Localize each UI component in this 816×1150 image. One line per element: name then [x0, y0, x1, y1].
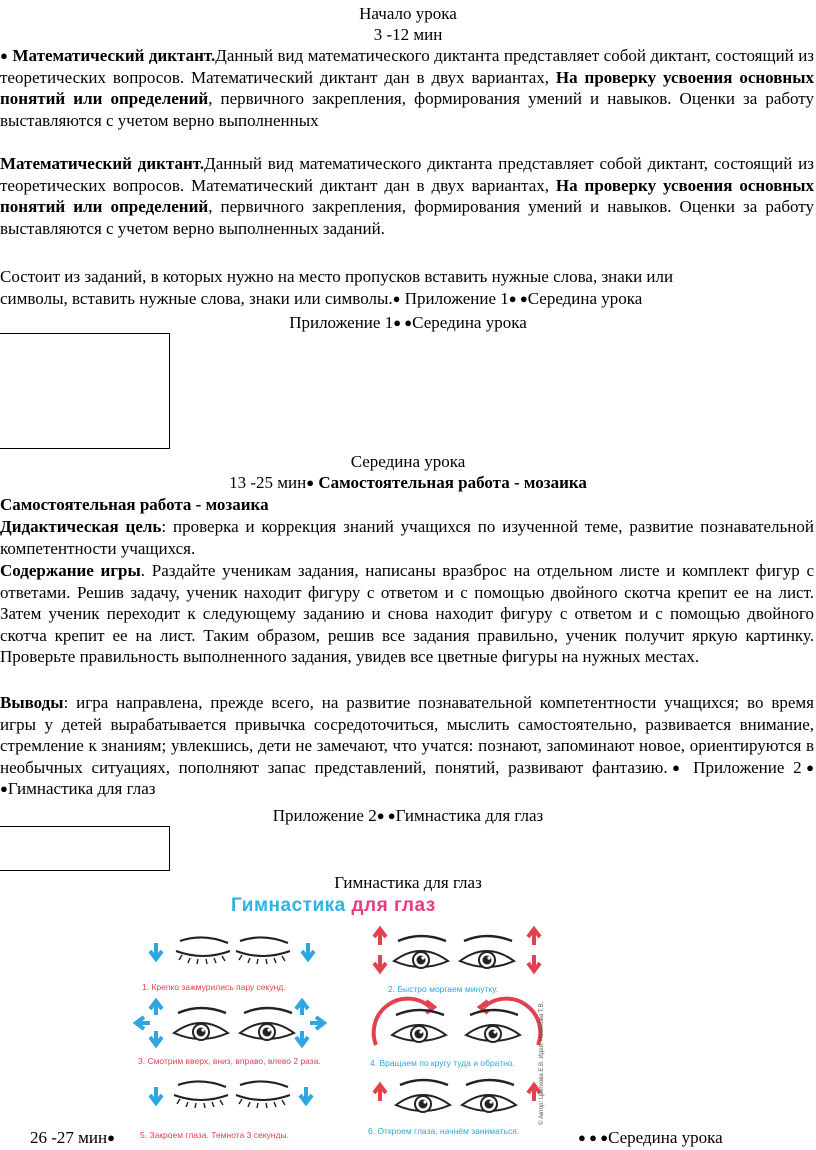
poster-title-b: для глаз	[351, 895, 436, 916]
appendix-1-line	[0, 312, 816, 334]
step-4-caption: 4. Вращаем по кругу туда и обратно.	[370, 1058, 515, 1068]
mosaic-conclusions	[0, 692, 814, 800]
eye-gym-link: Гимнастика для глаз	[7, 779, 156, 798]
step-2-illustration	[374, 929, 540, 971]
content-label: Содержание игры	[0, 561, 141, 580]
appendix-2-label: Приложение 2	[272, 806, 377, 825]
appendix-2-link: Приложение 2	[684, 757, 802, 777]
eye-open-icon	[462, 1080, 516, 1112]
arrow-down-icon	[150, 943, 162, 959]
eye-open-icon	[392, 1010, 446, 1042]
eye-closed-icon	[236, 937, 290, 964]
middle-link: Середина урока	[527, 289, 643, 308]
arrow-down-icon	[150, 1031, 162, 1045]
conclusions-label: Выводы	[0, 693, 64, 712]
eye-open-icon	[240, 1008, 294, 1040]
goal-text: : проверка и коррекция знаний учащихся по изученной теме, развитие познавательной компетентности учащихся.	[0, 517, 814, 558]
step-4-illustration	[374, 999, 541, 1045]
footer-time-line	[30, 1127, 115, 1149]
arrow-up-icon	[528, 929, 540, 945]
arrow-down-icon	[300, 1087, 312, 1103]
arrow-up-icon	[374, 929, 386, 945]
lesson-middle-heading: Середина урока	[350, 452, 466, 471]
dictation-paragraph-2	[0, 153, 814, 239]
eye-open-icon	[466, 1010, 520, 1042]
content-text: . Раздайте ученикам задания, написаны вразброс на отдельном листе и комплект фигур с ответами. Решив задачу, ученик находит фигуру с ответом и с помощью двойного скотча крепит ее на лист. Затем ученик переходит к следующему заданию и снова находит фигуру с ответом и с помощью двойного скотча крепит ее на лист. Таким образом, решив все задания правильно, ученик получит яркую картинку. Проверьте правильность выполненного задания, увидев все цветные фигуры на нужных местах.	[0, 561, 815, 666]
poster-author-text: © Автор: Цветкова Е.В. Идея: Несонова Т.В.	[539, 1001, 545, 1125]
dictation-text-c: , первичного закрепления, формирования умений и навыков. Оценки за работу выставляются с учетом верно выполненных заданий.	[0, 197, 814, 238]
mosaic-content	[0, 560, 814, 668]
step-6-caption: 6. Откроем глаза, начнём заниматься.	[368, 1126, 520, 1136]
arrow-down-icon	[150, 1087, 162, 1103]
appendix-2-line	[0, 805, 816, 827]
step-5-illustration	[150, 1081, 312, 1108]
footer-middle-line	[578, 1127, 723, 1149]
footer-time: 26 -27 мин	[30, 1128, 108, 1147]
lesson-start-time: 3 -12 мин	[373, 25, 443, 44]
dictation-text-a: Данный вид математического диктанта представляет собой диктант, состоящий из теоретических вопросов. Математический диктант дан в двух вариантах,	[0, 46, 815, 87]
conclusions-text: : игра направлена, прежде всего, на развитие познавательной компетентности учащихся; во время игры у детей вырабатывается привычка сосредоточиться, мыслить самостоятельно, развивается внимание, стремление к знаниям; увлекшись, дети не замечают, что учатся: познают, запоминают новое, ориентируются в необычных ситуациях, пополняют запас представлений, понятий, развивают фантазию.	[0, 693, 814, 777]
bullet-icon: ●	[667, 759, 685, 775]
bullet-icon: ● ●	[0, 759, 814, 796]
fill-gaps-text: символы, вставить нужные слова, знаки или символы.	[0, 289, 393, 308]
eye-closed-icon	[176, 937, 230, 964]
dictation-title: Математический диктант.	[0, 154, 205, 173]
step-1-illustration	[150, 937, 314, 964]
eye-gymnastics-poster	[130, 895, 550, 1140]
appendix-2-tail: Гимнастика для глаз	[395, 806, 544, 825]
mosaic-title	[0, 494, 269, 516]
dictation-text-c: , первичного закрепления, формирования умений и навыков. Оценки за работу выставляются с учетом верно выполненных	[0, 89, 814, 130]
dictation-bold: На проверку усвоения основных понятий или определений	[0, 175, 814, 216]
appendix-1-link: Приложение 1	[400, 289, 509, 308]
poster-title-a: Гимнастика	[231, 895, 352, 916]
lesson-middle-time-line	[0, 472, 816, 494]
poster-illustration	[130, 895, 550, 1135]
bullet-icon: ●	[392, 291, 401, 306]
arrow-up-icon	[296, 1001, 308, 1015]
appendix-1-tail: Середина урока	[412, 313, 527, 332]
appendix-2-frame	[0, 826, 170, 871]
arrow-left-icon	[136, 1017, 150, 1029]
poster-author-credit	[532, 965, 544, 1135]
bullet-icon: ●	[306, 475, 315, 490]
lesson-start-heading: Начало урока	[359, 4, 457, 23]
fill-gaps-line-2	[0, 288, 642, 310]
step-5-caption: 5. Закроем глаза. Темнота 3 секунды.	[140, 1130, 289, 1140]
eye-open-icon	[396, 1080, 450, 1112]
eye-open-icon	[460, 936, 514, 968]
mosaic-title-text: Самостоятельная работа - мозаика	[0, 495, 269, 514]
arrow-down-icon	[296, 1031, 308, 1045]
eye-gym-heading: Гимнастика для глаз	[334, 873, 482, 892]
step-2-caption: 2. Быстро моргаем минутку.	[388, 984, 498, 994]
dictation-title: Математический диктант.	[12, 46, 216, 65]
bullet-icon: ● ● ●	[578, 1130, 609, 1145]
eye-closed-icon	[236, 1081, 290, 1108]
step-3-illustration	[136, 1001, 324, 1045]
eye-open-icon	[174, 1008, 228, 1040]
arrow-right-icon	[310, 1017, 324, 1029]
arrow-up-icon	[374, 1085, 386, 1101]
footer-middle: Середина урока	[608, 1128, 723, 1147]
appendix-1-label: Приложение 1	[289, 313, 394, 332]
lesson-middle-time: 13 -25 мин	[229, 473, 307, 492]
mosaic-goal	[0, 516, 814, 559]
arrow-up-icon	[150, 1001, 162, 1015]
appendix-1-frame	[0, 333, 170, 449]
step-1-caption: 1. Крепко зажмурились пару секунд.	[142, 982, 286, 992]
goal-label: Дидактическая цель	[0, 517, 162, 536]
step-3-caption: 3. Смотрим вверх, вниз, вправо, влево 2 раза.	[138, 1056, 321, 1066]
dictation-paragraph-1	[0, 45, 814, 131]
arrow-down-icon	[374, 955, 386, 971]
bullet-icon: ● ●	[393, 315, 413, 330]
bullet-icon: ●	[0, 48, 9, 63]
fill-gaps-line-1: Состоит из заданий, в которых нужно на место пропусков вставить нужные слова, знаки или	[0, 267, 674, 286]
eye-open-icon	[394, 936, 448, 968]
step-6-illustration	[374, 1080, 540, 1112]
dictation-bold: На проверку усвоения основных понятий или определений	[0, 67, 814, 108]
bullet-icon: ●	[107, 1130, 115, 1145]
eye-closed-icon	[174, 1081, 228, 1108]
bullet-icon: ● ●	[508, 291, 528, 306]
dictation-text-a: Данный вид математического диктанта представляет собой диктант, состоящий из теоретических вопросов. Математический диктант дан в двух вариантах,	[0, 154, 814, 195]
bullet-icon: ● ●	[376, 808, 396, 823]
arrow-down-icon	[302, 943, 314, 959]
lesson-middle-title: Самостоятельная работа - мозаика	[314, 473, 587, 492]
